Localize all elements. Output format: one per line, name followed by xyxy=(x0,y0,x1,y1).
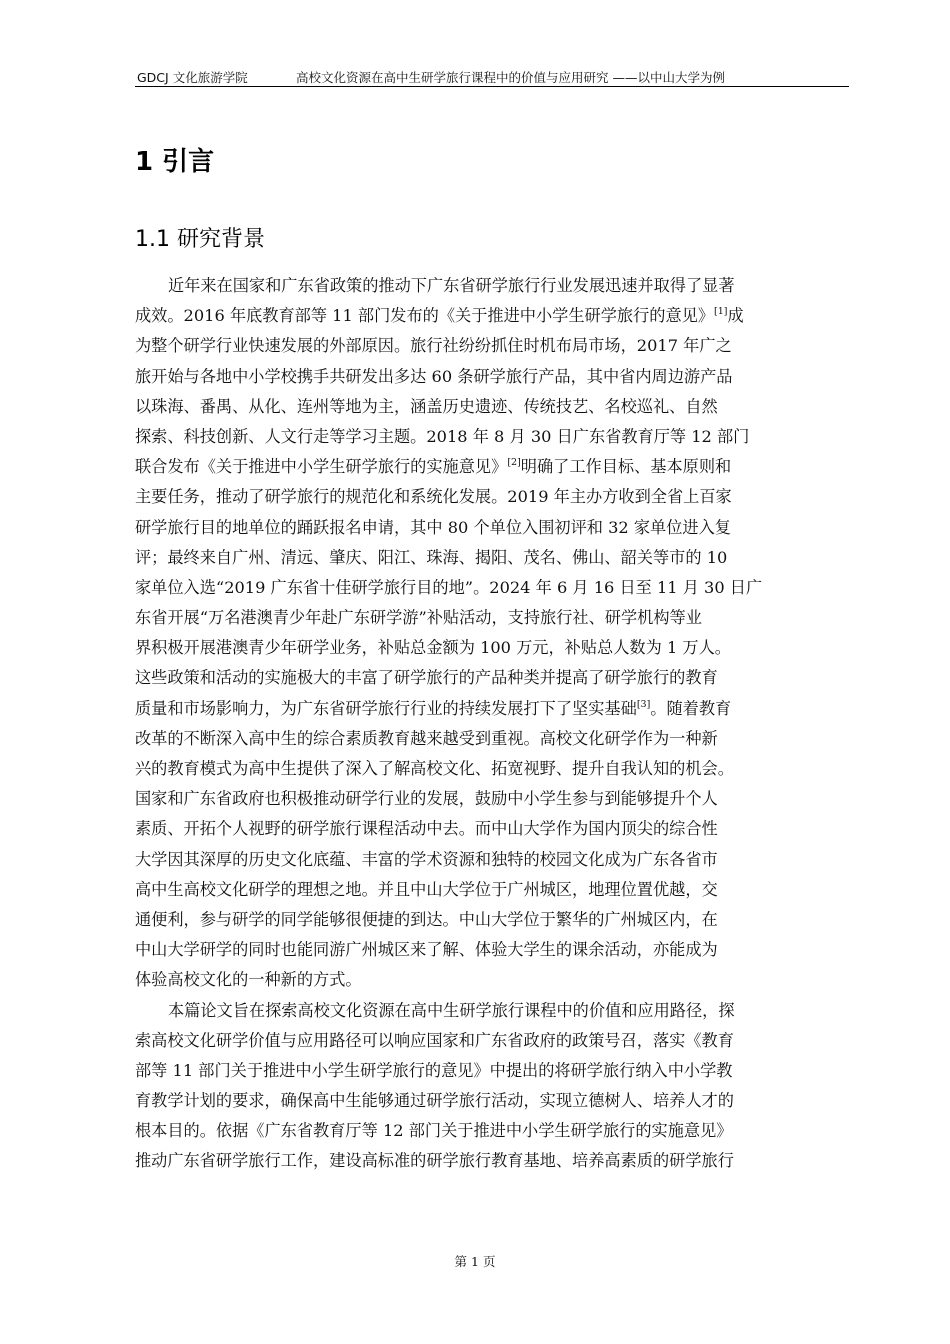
text-line: 高中生高校文化研学的理想之地。并且中山大学位于广州城区，地理位置优越，交 xyxy=(135,879,718,899)
header-paper-title: 高校文化资源在高中生研学旅行课程中的价值与应用研究 ——以中山大学为例 xyxy=(296,70,725,85)
citation-3: [3] xyxy=(636,698,651,710)
text-line: 近年来在国家和广东省政策的推动下广东省研学旅行行业发展迅速并取得了显著 xyxy=(168,276,735,295)
text-line: 主要任务，推动了研学旅行的规范化和系统化发展。2019 年主办方收到全省上百家 xyxy=(135,487,732,507)
text-line: 这些政策和活动的实施极大的丰富了研学旅行的产品种类并提高了研学旅行的教育 xyxy=(135,668,718,688)
text-line xyxy=(135,301,850,331)
text-line: 国家和广东省政府也积极推动研学行业的发展，鼓励中小学生参与到能够提升个人 xyxy=(135,789,718,809)
text-line xyxy=(135,452,850,482)
text-run: 质量和市场影响力，为广东省研学旅行行业的持续发展打下了坚实基础 xyxy=(135,698,637,718)
text-line: 旅开始与各地中小学校携手共研发出多达 60 条研学旅行产品，其中省内周边游产品 xyxy=(135,366,733,386)
text-line: 为整个研学行业快速发展的外部原因。旅行社纷纷抓住时机布局市场，2017 年广之 xyxy=(135,336,732,356)
text-line: 研学旅行目的地单位的踊跃报名申请，其中 80 个单位入围初评和 32 家单位进入复 xyxy=(135,517,731,537)
section-heading xyxy=(135,222,265,253)
text-line: 通便利，参与研学的同学能够很便捷的到达。中山大学位于繁华的广州城区内，在 xyxy=(135,909,718,929)
text-line: 索高校文化研学价值与应用路径可以响应国家和广东省政府的政策号召，落实《教育 xyxy=(135,1030,734,1050)
text-line: 评；最终来自广州、清远、肇庆、阳江、珠海、揭阳、茂名、佛山、韶关等市的 10 xyxy=(135,547,728,567)
citation-2: [2] xyxy=(507,457,521,469)
text-line: 改革的不断深入高中生的综合素质教育越来越受到重视。高校文化研学作为一种新 xyxy=(135,728,718,748)
citation-1: [1] xyxy=(714,306,728,318)
header-school-name: GDCJ 文化旅游学院 xyxy=(137,70,248,85)
chapter-title: 引言 xyxy=(162,147,215,177)
chapter-number: 1 xyxy=(135,147,154,177)
text-line: 本篇论文旨在探索高校文化资源在高中生研学旅行课程中的价值和应用路径，探 xyxy=(168,1000,735,1020)
text-run: 明确了工作目标、基本原则和 xyxy=(520,457,732,477)
text-line: 兴的教育模式为高中生提供了深入了解高校文化、拓宽视野、提升自我认知的机会。 xyxy=(135,759,734,778)
paragraph-2 xyxy=(135,996,850,1177)
text-line: 界积极开展港澳青少年研学业务，补贴总金额为 100 万元，补贴总人数为 1 万人。 xyxy=(135,638,731,658)
body-text xyxy=(135,271,850,1177)
text-line: 东省开展“万名港澳青少年赴广东研学游”补贴活动，支持旅行社、研学机构等业 xyxy=(135,608,702,628)
paragraph-1 xyxy=(135,271,850,996)
text-line: 部等 11 部门关于推进中小学生研学旅行的意见》中提出的将研学旅行纳入中小学教 xyxy=(135,1060,733,1080)
page-number: 第 1 页 xyxy=(454,1254,496,1269)
text-line: 大学因其深厚的历史文化底蕴、丰富的学术资源和独特的校园文化成为广东各省市 xyxy=(135,849,718,869)
text-line: 探索、科技创新、人文行走等学习主题。2018 年 8 月 30 日广东省教育厅等 12 部门 xyxy=(135,426,750,446)
chapter-heading xyxy=(135,141,214,178)
section-title: 研究背景 xyxy=(177,227,266,252)
text-line: 中山大学研学的同时也能同游广州城区来了解、体验大学生的课余活动，亦能成为 xyxy=(135,940,718,960)
text-line: 推动广东省研学旅行工作，建设高标准的研学旅行教育基地、培养高素质的研学旅行 xyxy=(135,1151,734,1171)
text-run: 成 xyxy=(727,306,744,326)
text-line: 素质、开拓个人视野的研学旅行课程活动中去。而中山大学作为国内顶尖的综合性 xyxy=(135,819,718,839)
text-line: 以珠海、番禺、从化、连州等地为主，涵盖历史遗迹、传统技艺、名校巡礼、自然 xyxy=(135,396,718,416)
text-run: 联合发布《关于推进中小学生研学旅行的实施意见》 xyxy=(135,457,508,477)
text-line: 家单位入选“2019 广东省十佳研学旅行目的地”。2024 年 6 月 16 日至 11 月 30 日广 xyxy=(135,577,763,597)
text-line: 根本目的。依据《广东省教育厅等 12 部门关于推进中小学生研学旅行的实施意见》 xyxy=(135,1121,733,1141)
text-line: 育教学计划的要求，确保高中生能够通过研学旅行活动，实现立德树人、培养人才的 xyxy=(135,1091,734,1111)
text-run: 。随着教育 xyxy=(650,698,732,718)
text-run: 成效。2016 年底教育部等 11 部门发布的《关于推进中小学生研学旅行的意见》 xyxy=(135,306,715,326)
text-line xyxy=(135,694,850,724)
text-line: 体验高校文化的一种新的方式。 xyxy=(135,970,362,990)
running-header xyxy=(135,66,849,87)
section-number: 1.1 xyxy=(135,227,170,252)
